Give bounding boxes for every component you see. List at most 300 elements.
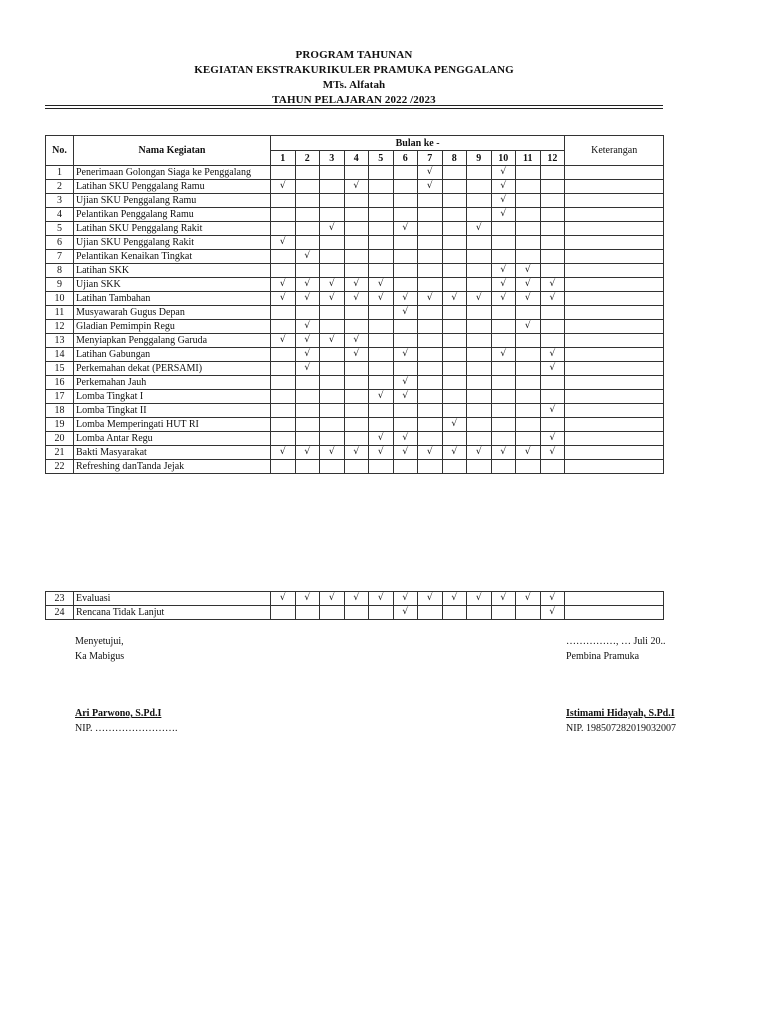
month-cell-2: √	[295, 292, 320, 306]
month-cell-4	[344, 194, 369, 208]
month-cell-2	[295, 166, 320, 180]
month-cell-1	[271, 166, 296, 180]
month-cell-8	[442, 362, 467, 376]
notes-cell	[565, 460, 664, 474]
header-month-3: 3	[320, 151, 345, 166]
month-cell-6	[393, 194, 418, 208]
month-cell-6	[393, 460, 418, 474]
month-cell-6: √	[393, 592, 418, 606]
month-cell-12: √	[540, 592, 565, 606]
activity-name: Lomba Tingkat II	[74, 404, 271, 418]
month-cell-11: √	[516, 292, 541, 306]
month-cell-4	[344, 418, 369, 432]
month-cell-4	[344, 390, 369, 404]
row-number: 1	[46, 166, 74, 180]
activity-name: Perkemahan Jauh	[74, 376, 271, 390]
activity-name: Evaluasi	[74, 592, 271, 606]
month-cell-8: √	[442, 292, 467, 306]
month-cell-3	[320, 194, 345, 208]
row-number: 16	[46, 376, 74, 390]
month-cell-4: √	[344, 180, 369, 194]
month-cell-6	[393, 334, 418, 348]
month-cell-4	[344, 460, 369, 474]
month-cell-11	[516, 236, 541, 250]
month-cell-4: √	[344, 292, 369, 306]
activity-name: Latihan Gabungan	[74, 348, 271, 362]
month-cell-8	[442, 334, 467, 348]
month-cell-9	[467, 404, 492, 418]
month-cell-12	[540, 376, 565, 390]
month-cell-1	[271, 460, 296, 474]
month-cell-8	[442, 264, 467, 278]
month-cell-6	[393, 208, 418, 222]
month-cell-11	[516, 376, 541, 390]
approval-label: Menyetujui,	[75, 636, 124, 647]
month-cell-3: √	[320, 292, 345, 306]
notes-cell	[565, 278, 664, 292]
month-cell-6: √	[393, 306, 418, 320]
month-cell-5	[369, 306, 394, 320]
month-cell-10: √	[491, 180, 516, 194]
month-cell-12: √	[540, 348, 565, 362]
table-row	[46, 208, 664, 222]
table-row	[46, 306, 664, 320]
activity-name: Latihan SKU Penggalang Rakit	[74, 222, 271, 236]
notes-cell	[565, 180, 664, 194]
row-number: 17	[46, 390, 74, 404]
month-cell-8	[442, 236, 467, 250]
month-cell-4	[344, 306, 369, 320]
month-cell-7: √	[418, 446, 443, 460]
month-cell-9	[467, 362, 492, 376]
month-cell-9	[467, 348, 492, 362]
month-cell-12	[540, 180, 565, 194]
month-cell-7	[418, 348, 443, 362]
table-row	[46, 606, 664, 620]
activity-name: Gladian Pemimpin Regu	[74, 320, 271, 334]
month-cell-11: √	[516, 592, 541, 606]
header-month-12: 12	[540, 151, 565, 166]
month-cell-2	[295, 236, 320, 250]
notes-cell	[565, 446, 664, 460]
month-cell-1	[271, 306, 296, 320]
month-cell-5	[369, 376, 394, 390]
activity-name: Rencana Tidak Lanjut	[74, 606, 271, 620]
month-cell-1	[271, 348, 296, 362]
month-cell-7	[418, 236, 443, 250]
month-cell-4: √	[344, 446, 369, 460]
program-table	[45, 135, 664, 474]
month-cell-12	[540, 250, 565, 264]
month-cell-8: √	[442, 446, 467, 460]
month-cell-7	[418, 264, 443, 278]
month-cell-10	[491, 250, 516, 264]
month-cell-4	[344, 606, 369, 620]
month-cell-12	[540, 166, 565, 180]
month-cell-5	[369, 334, 394, 348]
table-row	[46, 592, 664, 606]
month-cell-4	[344, 362, 369, 376]
month-cell-7	[418, 404, 443, 418]
month-cell-6: √	[393, 390, 418, 404]
month-cell-9	[467, 376, 492, 390]
month-cell-8: √	[442, 418, 467, 432]
row-number: 14	[46, 348, 74, 362]
month-cell-1: √	[271, 278, 296, 292]
month-cell-6: √	[393, 606, 418, 620]
notes-cell	[565, 250, 664, 264]
month-cell-5	[369, 348, 394, 362]
month-cell-7	[418, 362, 443, 376]
month-cell-7	[418, 250, 443, 264]
table-row	[46, 334, 664, 348]
month-cell-2	[295, 404, 320, 418]
header-year: TAHUN PELAJARAN 2022 /2023	[272, 94, 436, 106]
month-cell-12	[540, 222, 565, 236]
month-cell-1	[271, 320, 296, 334]
month-cell-4: √	[344, 348, 369, 362]
month-cell-4	[344, 432, 369, 446]
month-cell-9	[467, 306, 492, 320]
month-cell-6	[393, 236, 418, 250]
month-cell-12	[540, 334, 565, 348]
month-cell-5	[369, 264, 394, 278]
month-cell-1	[271, 432, 296, 446]
month-cell-4: √	[344, 278, 369, 292]
table-row	[46, 236, 664, 250]
header-month-11: 11	[516, 151, 541, 166]
row-number: 19	[46, 418, 74, 432]
table-row	[46, 222, 664, 236]
month-cell-7	[418, 606, 443, 620]
month-cell-11	[516, 250, 541, 264]
row-number: 24	[46, 606, 74, 620]
approval-role: Ka Mabigus	[75, 651, 125, 662]
table-row	[46, 180, 664, 194]
month-cell-10	[491, 306, 516, 320]
month-cell-2: √	[295, 362, 320, 376]
header-notes: Keterangan	[565, 136, 664, 166]
month-cell-5	[369, 208, 394, 222]
row-number: 9	[46, 278, 74, 292]
month-cell-9	[467, 418, 492, 432]
month-cell-1	[271, 208, 296, 222]
document-header	[45, 48, 663, 108]
month-cell-6	[393, 264, 418, 278]
month-cell-10: √	[491, 292, 516, 306]
month-cell-3: √	[320, 446, 345, 460]
month-cell-2: √	[295, 250, 320, 264]
month-cell-3: √	[320, 222, 345, 236]
month-cell-11	[516, 194, 541, 208]
month-cell-3	[320, 404, 345, 418]
month-cell-2	[295, 460, 320, 474]
table-row	[46, 432, 664, 446]
month-cell-6	[393, 404, 418, 418]
signer-block	[566, 634, 665, 664]
month-cell-9	[467, 390, 492, 404]
month-cell-9	[467, 320, 492, 334]
notes-cell	[565, 306, 664, 320]
month-cell-1	[271, 362, 296, 376]
month-cell-4	[344, 222, 369, 236]
month-cell-5: √	[369, 278, 394, 292]
month-cell-8	[442, 278, 467, 292]
month-cell-7	[418, 460, 443, 474]
header-month-9: 9	[467, 151, 492, 166]
month-cell-8	[442, 376, 467, 390]
row-number: 2	[46, 180, 74, 194]
row-number: 22	[46, 460, 74, 474]
month-cell-7: √	[418, 180, 443, 194]
month-cell-2	[295, 180, 320, 194]
month-cell-10: √	[491, 278, 516, 292]
activity-name: Latihan SKU Penggalang Ramu	[74, 180, 271, 194]
month-cell-4	[344, 208, 369, 222]
notes-cell	[565, 418, 664, 432]
month-cell-1: √	[271, 334, 296, 348]
month-cell-3	[320, 180, 345, 194]
month-cell-3	[320, 166, 345, 180]
month-cell-11: √	[516, 278, 541, 292]
month-cell-10	[491, 404, 516, 418]
row-number: 4	[46, 208, 74, 222]
header-rule-thick	[45, 105, 663, 106]
month-cell-4	[344, 264, 369, 278]
month-cell-10: √	[491, 592, 516, 606]
month-cell-3	[320, 376, 345, 390]
month-cell-9	[467, 180, 492, 194]
approver-nip: NIP. …………………….	[75, 723, 178, 734]
notes-cell	[565, 432, 664, 446]
month-cell-1	[271, 390, 296, 404]
month-cell-5	[369, 180, 394, 194]
month-cell-9	[467, 460, 492, 474]
month-cell-11	[516, 404, 541, 418]
month-cell-10: √	[491, 446, 516, 460]
month-cell-1	[271, 222, 296, 236]
table-row	[46, 292, 664, 306]
month-cell-2: √	[295, 278, 320, 292]
month-cell-10: √	[491, 166, 516, 180]
month-cell-12	[540, 418, 565, 432]
month-cell-11	[516, 306, 541, 320]
month-cell-3	[320, 264, 345, 278]
month-cell-12	[540, 236, 565, 250]
activity-name: Refreshing danTanda Jejak	[74, 460, 271, 474]
activity-name: Menyiapkan Penggalang Garuda	[74, 334, 271, 348]
month-cell-9: √	[467, 446, 492, 460]
month-cell-3	[320, 306, 345, 320]
month-cell-9	[467, 166, 492, 180]
month-cell-2: √	[295, 592, 320, 606]
month-cell-11	[516, 334, 541, 348]
month-cell-3	[320, 236, 345, 250]
row-number: 23	[46, 592, 74, 606]
month-cell-9	[467, 334, 492, 348]
activity-name: Ujian SKU Penggalang Ramu	[74, 194, 271, 208]
month-cell-2	[295, 208, 320, 222]
month-cell-1	[271, 264, 296, 278]
month-cell-7	[418, 418, 443, 432]
notes-cell	[565, 292, 664, 306]
month-cell-10: √	[491, 264, 516, 278]
row-number: 12	[46, 320, 74, 334]
month-cell-10	[491, 418, 516, 432]
month-cell-3	[320, 208, 345, 222]
header-month-7: 7	[418, 151, 443, 166]
signer-signature	[566, 706, 676, 736]
month-cell-8	[442, 222, 467, 236]
activity-name: Latihan SKK	[74, 264, 271, 278]
month-cell-7	[418, 194, 443, 208]
month-cell-9	[467, 432, 492, 446]
month-cell-5: √	[369, 390, 394, 404]
month-cell-12	[540, 208, 565, 222]
month-cell-7	[418, 376, 443, 390]
month-cell-10	[491, 460, 516, 474]
header-activity-name: Nama Kegiatan	[74, 136, 271, 166]
month-cell-7	[418, 334, 443, 348]
month-cell-6: √	[393, 292, 418, 306]
table-row	[46, 250, 664, 264]
month-cell-3	[320, 320, 345, 334]
month-cell-2: √	[295, 334, 320, 348]
month-cell-12: √	[540, 606, 565, 620]
month-cell-4: √	[344, 592, 369, 606]
header-title: PROGRAM TAHUNAN	[295, 49, 413, 61]
month-cell-11	[516, 606, 541, 620]
month-cell-12: √	[540, 432, 565, 446]
month-cell-4	[344, 404, 369, 418]
table-row	[46, 404, 664, 418]
month-cell-1	[271, 418, 296, 432]
month-cell-4	[344, 166, 369, 180]
row-number: 18	[46, 404, 74, 418]
table-row	[46, 166, 664, 180]
month-cell-8	[442, 460, 467, 474]
activity-name: Ujian SKK	[74, 278, 271, 292]
month-cell-8: √	[442, 592, 467, 606]
month-cell-11: √	[516, 446, 541, 460]
table-row	[46, 390, 664, 404]
table-row	[46, 446, 664, 460]
month-cell-12: √	[540, 404, 565, 418]
table-row	[46, 320, 664, 334]
header-month-5: 5	[369, 151, 394, 166]
month-cell-8	[442, 404, 467, 418]
activity-name: Lomba Memperingati HUT RI	[74, 418, 271, 432]
approver-signature	[75, 706, 178, 736]
month-cell-1: √	[271, 180, 296, 194]
month-cell-5	[369, 362, 394, 376]
month-cell-5	[369, 222, 394, 236]
month-cell-2	[295, 606, 320, 620]
month-cell-9	[467, 264, 492, 278]
month-cell-11	[516, 432, 541, 446]
month-cell-8	[442, 606, 467, 620]
row-number: 6	[46, 236, 74, 250]
activity-name: Lomba Antar Regu	[74, 432, 271, 446]
month-cell-12: √	[540, 446, 565, 460]
month-cell-7	[418, 306, 443, 320]
month-cell-9	[467, 606, 492, 620]
month-cell-10	[491, 236, 516, 250]
activity-name: Perkemahan dekat (PERSAMI)	[74, 362, 271, 376]
month-cell-11	[516, 166, 541, 180]
month-cell-4: √	[344, 334, 369, 348]
month-cell-9	[467, 194, 492, 208]
month-cell-11	[516, 222, 541, 236]
month-cell-10	[491, 432, 516, 446]
month-cell-6: √	[393, 432, 418, 446]
header-month-10: 10	[491, 151, 516, 166]
month-cell-9	[467, 278, 492, 292]
table-row	[46, 278, 664, 292]
month-cell-6	[393, 250, 418, 264]
month-cell-9	[467, 250, 492, 264]
month-cell-6	[393, 166, 418, 180]
header-month-4: 4	[344, 151, 369, 166]
month-cell-1: √	[271, 592, 296, 606]
month-cell-6	[393, 278, 418, 292]
month-cell-10	[491, 606, 516, 620]
month-cell-2: √	[295, 348, 320, 362]
month-cell-5: √	[369, 292, 394, 306]
header-no: No.	[46, 136, 74, 166]
notes-cell	[565, 264, 664, 278]
month-cell-4	[344, 236, 369, 250]
month-cell-9: √	[467, 222, 492, 236]
month-cell-12	[540, 306, 565, 320]
month-cell-7: √	[418, 292, 443, 306]
activity-name: Ujian SKU Penggalang Rakit	[74, 236, 271, 250]
month-cell-5: √	[369, 432, 394, 446]
month-cell-3	[320, 606, 345, 620]
month-cell-1	[271, 376, 296, 390]
month-cell-7	[418, 432, 443, 446]
month-cell-12: √	[540, 278, 565, 292]
month-cell-8	[442, 348, 467, 362]
month-cell-3	[320, 390, 345, 404]
notes-cell	[565, 222, 664, 236]
row-number: 20	[46, 432, 74, 446]
month-cell-5: √	[369, 446, 394, 460]
table-row	[46, 362, 664, 376]
table-row	[46, 376, 664, 390]
notes-cell	[565, 592, 664, 606]
month-cell-11	[516, 180, 541, 194]
month-cell-7	[418, 320, 443, 334]
signer-place-date: ……………, … Juli 20..	[566, 636, 666, 647]
month-cell-10	[491, 320, 516, 334]
month-cell-9: √	[467, 292, 492, 306]
month-cell-8	[442, 432, 467, 446]
activity-name: Pelantikan Kenaikan Tingkat	[74, 250, 271, 264]
month-cell-1	[271, 194, 296, 208]
month-cell-8	[442, 208, 467, 222]
table-row	[46, 460, 664, 474]
month-cell-3	[320, 362, 345, 376]
month-cell-2: √	[295, 446, 320, 460]
month-cell-2	[295, 222, 320, 236]
month-cell-1: √	[271, 446, 296, 460]
month-cell-6	[393, 180, 418, 194]
month-cell-7: √	[418, 592, 443, 606]
month-cell-7	[418, 278, 443, 292]
month-cell-1	[271, 250, 296, 264]
activity-name: Penerimaan Golongan Siaga ke Penggalang	[74, 166, 271, 180]
